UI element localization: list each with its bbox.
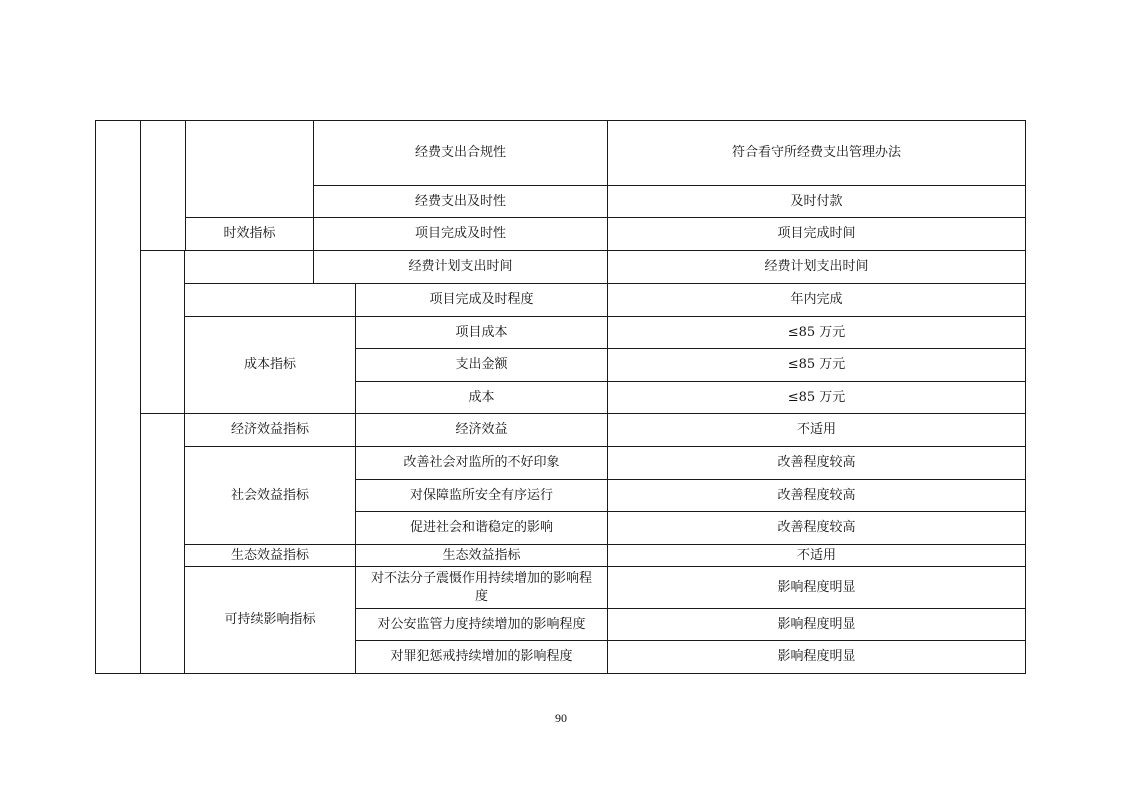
indicator-cell: 项目完成及时程度 [355, 283, 608, 317]
value-cell: 不适用 [607, 413, 1026, 447]
indicator-cell: 对公安监管力度持续增加的影响程度 [355, 608, 608, 641]
indicator-cell: 对保障监所安全有序运行 [355, 479, 608, 512]
indicator-cell: 促进社会和谐稳定的影响 [355, 511, 608, 545]
indicator-cell: 支出金额 [355, 348, 608, 382]
value-cell: ≤85 万元 [607, 348, 1026, 382]
value-cell: ≤85 万元 [607, 381, 1026, 414]
value-cell: 改善程度较高 [607, 479, 1026, 512]
category-cell: 经济效益指标 [184, 413, 356, 447]
category-cell: 成本指标 [184, 316, 356, 414]
value-cell: 项目完成时间 [607, 217, 1026, 251]
value-cell: 改善程度较高 [607, 511, 1026, 545]
indicator-cell: 经费支出合规性 [313, 120, 608, 186]
indicator-cell: 生态效益指标 [355, 544, 608, 567]
indicator-cell: 经济效益 [355, 413, 608, 447]
value-cell: 影响程度明显 [607, 640, 1026, 674]
indicator-cell: 经费支出及时性 [313, 185, 608, 218]
category-cell: 社会效益指标 [184, 446, 356, 545]
col-a-cell [95, 120, 141, 674]
category-blank-cell [184, 283, 356, 317]
category-cell: 时效指标 [185, 217, 314, 251]
indicator-cell: 成本 [355, 381, 608, 414]
indicator-cell: 对不法分子震慑作用持续增加的影响程度 [355, 566, 608, 609]
value-cell: 影响程度明显 [607, 566, 1026, 609]
category-blank-cell [184, 250, 314, 284]
indicator-cell: 经费计划支出时间 [313, 250, 608, 284]
indicator-cell: 对罪犯惩戒持续增加的影响程度 [355, 640, 608, 674]
page-number: 90 [555, 711, 567, 725]
value-cell: 影响程度明显 [607, 608, 1026, 641]
indicator-cell: 改善社会对监所的不好印象 [355, 446, 608, 480]
indicator-cell: 项目成本 [355, 316, 608, 349]
value-cell: 及时付款 [607, 185, 1026, 218]
category-cell: 可持续影响指标 [184, 566, 356, 674]
indicator-cell: 项目完成及时性 [313, 217, 608, 251]
value-cell: 经费计划支出时间 [607, 250, 1026, 284]
col-b-top-cell [140, 120, 186, 251]
value-cell: ≤85 万元 [607, 316, 1026, 349]
value-cell: 符合看守所经费支出管理办法 [607, 120, 1026, 186]
value-cell: 改善程度较高 [607, 446, 1026, 480]
col-b-mid-cell [140, 250, 185, 414]
value-cell: 不适用 [607, 544, 1026, 567]
category-blank-cell [185, 120, 314, 218]
category-cell: 生态效益指标 [184, 544, 356, 567]
value-cell: 年内完成 [607, 283, 1026, 317]
col-b-bottom-cell [140, 413, 185, 674]
